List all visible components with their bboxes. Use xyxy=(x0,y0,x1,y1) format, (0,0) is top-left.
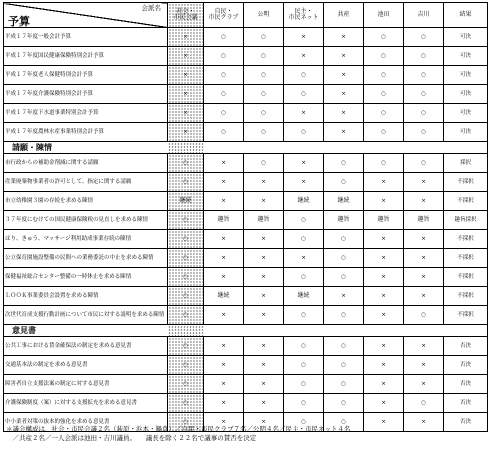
vote-mark: ○ xyxy=(284,66,324,85)
vote-mark: ○ xyxy=(244,28,284,47)
vote-mark: × xyxy=(204,306,244,325)
item-title: ３７年度にむけての国民健康保険税の見直しを求める陳情 xyxy=(4,211,168,230)
item-title: 介護保険制度（案）に対する支援拡充を求める意見書 xyxy=(4,394,168,413)
vote-mark: × xyxy=(404,375,444,394)
header-party-0 xyxy=(168,3,204,28)
header-party-6 xyxy=(404,3,444,28)
vote-mark: × xyxy=(284,47,324,66)
vote-mark: ○ xyxy=(324,173,364,192)
vote-mark: ○ xyxy=(204,66,244,85)
item-title: ＬＯＯＫ事業委員会設置を求める陳情 xyxy=(4,287,168,306)
vote-mark: × xyxy=(244,249,284,268)
vote-mark: × xyxy=(364,192,404,211)
header-row xyxy=(4,3,488,28)
result-cell: 可決 xyxy=(444,66,488,85)
table-row xyxy=(4,375,488,394)
section-spacer xyxy=(168,142,204,154)
vote-mark: ○ xyxy=(204,28,244,47)
vote-mark: × xyxy=(404,413,444,432)
vote-mark: ○ xyxy=(244,154,284,173)
vote-mark: × xyxy=(244,230,284,249)
vote-mark: ○ xyxy=(284,211,324,230)
vote-mark: ○ xyxy=(364,123,404,142)
vote-mark: × xyxy=(404,356,444,375)
section-spacer xyxy=(244,142,284,154)
header-party-3 xyxy=(284,3,324,28)
vote-mark: 継続 xyxy=(284,192,324,211)
vote-mark: × xyxy=(364,337,404,356)
vote-mark: × xyxy=(168,123,204,142)
table-row xyxy=(4,47,488,66)
item-title: 公共工事における賃金確保法の制定を求める意見書 xyxy=(4,337,168,356)
vote-mark: ○ xyxy=(364,28,404,47)
section-spacer xyxy=(204,142,244,154)
vote-mark: × xyxy=(204,375,244,394)
item-title: 市行政からの補助金削減に関する請願 xyxy=(4,154,168,173)
header-corner xyxy=(4,3,168,28)
vote-mark: × xyxy=(324,85,364,104)
vote-mark: × xyxy=(204,413,244,432)
vote-mark: × xyxy=(244,413,284,432)
vote-mark: 趣旨 xyxy=(204,211,244,230)
result-cell: 可決 xyxy=(444,85,488,104)
result-cell: 不採択 xyxy=(444,230,488,249)
table-row xyxy=(4,356,488,375)
vote-mark: × xyxy=(204,173,244,192)
vote-mark: ○ xyxy=(244,104,284,123)
vote-mark: × xyxy=(364,287,404,306)
section-spacer xyxy=(364,325,404,337)
result-cell: 趣旨採択 xyxy=(444,211,488,230)
vote-mark: ○ xyxy=(324,337,364,356)
table-row xyxy=(4,173,488,192)
vote-mark: × xyxy=(404,268,444,287)
table-row xyxy=(4,306,488,325)
vote-mark: × xyxy=(168,85,204,104)
vote-mark: 継続 xyxy=(204,287,244,306)
vote-mark: × xyxy=(244,337,284,356)
vote-mark: ○ xyxy=(204,123,244,142)
section-header xyxy=(4,142,488,154)
item-title: 交通基本法の制定を求める意見書 xyxy=(4,356,168,375)
result-cell: 否決 xyxy=(444,356,488,375)
table-row xyxy=(4,28,488,47)
vote-mark: ○ xyxy=(244,85,284,104)
item-title: 平成１７年度一般会計予算 xyxy=(4,28,168,47)
result-cell: 採択 xyxy=(444,154,488,173)
header-party-5 xyxy=(364,3,404,28)
vote-mark: ○ xyxy=(168,306,204,325)
vote-mark: × xyxy=(404,287,444,306)
section-spacer xyxy=(364,142,404,154)
vote-mark: × xyxy=(364,173,404,192)
vote-mark: × xyxy=(204,230,244,249)
vote-mark: ○ xyxy=(168,249,204,268)
footnote-line-1: ＊議会構成は、社会・市民会議２名（萩原・浜本・鍋倉）／自民・市民クラブ７名／公明４名／民主・市民ネット４名 xyxy=(6,425,351,433)
vote-mark: × xyxy=(404,230,444,249)
vote-mark: ○ xyxy=(168,211,204,230)
vote-mark: × xyxy=(244,173,284,192)
result-cell: 不採択 xyxy=(444,192,488,211)
vote-mark: × xyxy=(244,268,284,287)
party-label: 吉川 xyxy=(417,11,430,18)
result-cell: 否決 xyxy=(444,413,488,432)
table-row xyxy=(4,104,488,123)
vote-mark: ○ xyxy=(324,249,364,268)
vote-mark: ○ xyxy=(284,123,324,142)
vote-mark: × xyxy=(284,249,324,268)
vote-mark: × xyxy=(244,192,284,211)
section-spacer xyxy=(444,142,488,154)
vote-mark: 趣旨 xyxy=(404,211,444,230)
section-spacer xyxy=(324,325,364,337)
vote-mark: × xyxy=(284,173,324,192)
party-label: 民主・ 市民ネット xyxy=(288,8,319,21)
vote-mark: ○ xyxy=(168,287,204,306)
section-spacer xyxy=(404,325,444,337)
header-result xyxy=(444,3,488,28)
table-row xyxy=(4,249,488,268)
vote-mark: × xyxy=(364,230,404,249)
vote-mark: × xyxy=(204,337,244,356)
result-cell: 不採択 xyxy=(444,287,488,306)
table-row xyxy=(4,230,488,249)
vote-mark: ○ xyxy=(168,356,204,375)
item-title: はり、きゅう、マッサージ利用助成事業存続の陳情 xyxy=(4,230,168,249)
vote-mark: × xyxy=(324,287,364,306)
item-title: 中小業者対策の抜本的強化を求める意見書 xyxy=(4,413,168,432)
vote-mark: ○ xyxy=(168,337,204,356)
vote-mark: × xyxy=(204,154,244,173)
footnotes xyxy=(6,425,446,443)
vote-mark: × xyxy=(204,356,244,375)
result-cell: 可決 xyxy=(444,47,488,66)
table-row xyxy=(4,337,488,356)
result-cell: 可決 xyxy=(444,28,488,47)
vote-mark: 継続 xyxy=(284,287,324,306)
item-title: 障害者自立支援法案の制定に対する意見書 xyxy=(4,375,168,394)
table-row xyxy=(4,268,488,287)
section-title: 意見書 xyxy=(4,325,168,337)
vote-mark: ○ xyxy=(324,375,364,394)
vote-mark: × xyxy=(324,104,364,123)
vote-mark: ○ xyxy=(168,375,204,394)
table-row xyxy=(4,85,488,104)
vote-table xyxy=(3,2,488,432)
item-title: 平成１７年度介護保険特別会計予算 xyxy=(4,85,168,104)
result-cell: 否決 xyxy=(444,337,488,356)
vote-mark: × xyxy=(204,268,244,287)
vote-mark: ○ xyxy=(404,306,444,325)
item-title: 平成１７年度農林水産事業特別会計予算 xyxy=(4,123,168,142)
party-label: 公明 xyxy=(257,11,270,18)
result-cell: 否決 xyxy=(444,394,488,413)
vote-mark: × xyxy=(244,375,284,394)
vote-mark: × xyxy=(364,268,404,287)
header-party-label: 会派名 xyxy=(141,4,161,12)
vote-mark: × xyxy=(244,356,284,375)
vote-table-body xyxy=(4,28,488,432)
table-row xyxy=(4,394,488,413)
vote-mark: ○ xyxy=(284,375,324,394)
vote-mark: ○ xyxy=(168,230,204,249)
item-title: 市立幼稚園３園の存続を求める陳情 xyxy=(4,192,168,211)
vote-mark: ○ xyxy=(168,394,204,413)
party-label: 池田 xyxy=(377,11,390,18)
result-cell: 可決 xyxy=(444,104,488,123)
section-header xyxy=(4,325,488,337)
vote-mark: ○ xyxy=(168,268,204,287)
vote-mark: ○ xyxy=(244,123,284,142)
header-first-section: 予算 xyxy=(8,15,30,28)
vote-mark: ○ xyxy=(244,47,284,66)
section-spacer xyxy=(204,325,244,337)
vote-mark: × xyxy=(284,28,324,47)
vote-mark: × xyxy=(404,249,444,268)
header-party-4 xyxy=(324,3,364,28)
vote-mark: ○ xyxy=(204,85,244,104)
vote-mark: ○ xyxy=(284,337,324,356)
vote-mark: ○ xyxy=(404,154,444,173)
section-spacer xyxy=(168,325,204,337)
vote-mark: 継続 xyxy=(324,192,364,211)
section-title: 請願・陳情 xyxy=(4,142,168,154)
item-title: 産業廃棄物事業者の許可として、指定に関する請願 xyxy=(4,173,168,192)
vote-mark: × xyxy=(204,249,244,268)
vote-mark: ○ xyxy=(168,413,204,432)
vote-mark: ○ xyxy=(324,230,364,249)
party-label: 共産 xyxy=(337,11,350,18)
vote-mark: × xyxy=(204,192,244,211)
section-spacer xyxy=(244,325,284,337)
party-label: 社会・ 市民会議 xyxy=(173,8,198,21)
vote-mark: × xyxy=(204,394,244,413)
vote-mark: ○ xyxy=(404,104,444,123)
vote-mark: × xyxy=(364,394,404,413)
vote-mark: × xyxy=(364,249,404,268)
vote-mark: ○ xyxy=(284,306,324,325)
vote-mark: ○ xyxy=(204,104,244,123)
vote-mark: × xyxy=(168,66,204,85)
vote-mark: ○ xyxy=(404,47,444,66)
vote-mark: ○ xyxy=(168,173,204,192)
vote-mark: × xyxy=(404,337,444,356)
vote-mark: ○ xyxy=(404,66,444,85)
result-cell: 不採択 xyxy=(444,306,488,325)
result-cell: 不採択 xyxy=(444,249,488,268)
vote-mark: ○ xyxy=(204,47,244,66)
vote-mark: ○ xyxy=(364,104,404,123)
vote-mark: × xyxy=(284,104,324,123)
vote-mark: ○ xyxy=(284,230,324,249)
vote-mark: × xyxy=(168,47,204,66)
result-cell: 不採択 xyxy=(444,173,488,192)
vote-mark: × xyxy=(324,28,364,47)
vote-mark: × xyxy=(244,287,284,306)
vote-mark: × xyxy=(364,375,404,394)
vote-mark: × xyxy=(324,47,364,66)
party-label: 自民・ 市民クラブ xyxy=(208,8,239,21)
section-spacer xyxy=(404,142,444,154)
vote-mark: × xyxy=(364,306,404,325)
table-row xyxy=(4,123,488,142)
vote-mark: ○ xyxy=(284,413,324,432)
vote-mark: ○ xyxy=(324,394,364,413)
vote-mark: ○ xyxy=(168,154,204,173)
vote-mark: ○ xyxy=(324,154,364,173)
header-party-2 xyxy=(244,3,284,28)
item-title: 次世代育成支援行動計画について市民に対する説明を求める陳情 xyxy=(4,306,168,325)
header-party-1 xyxy=(204,3,244,28)
vote-mark: ○ xyxy=(364,85,404,104)
vote-mark: 趣旨 xyxy=(244,211,284,230)
vote-mark: × xyxy=(324,66,364,85)
table-row xyxy=(4,211,488,230)
vote-mark: × xyxy=(404,173,444,192)
vote-mark: 趣旨 xyxy=(364,211,404,230)
vote-mark: × xyxy=(364,356,404,375)
result-cell: 不採択 xyxy=(444,268,488,287)
vote-mark: ○ xyxy=(284,268,324,287)
vote-mark: 継続 xyxy=(168,192,204,211)
vote-mark: × xyxy=(168,104,204,123)
footnote-line-2: ／共産２名／一人会派は池田・吉川議員。 議長を除く２２名で議事の賛否を決定 xyxy=(6,434,257,442)
vote-mark: ○ xyxy=(364,47,404,66)
item-title: 平成１７年度老人保健特別会計予算 xyxy=(4,66,168,85)
vote-mark: × xyxy=(168,28,204,47)
vote-mark: ○ xyxy=(324,356,364,375)
vote-mark: ○ xyxy=(284,394,324,413)
vote-mark: × xyxy=(364,413,404,432)
vote-mark: ○ xyxy=(284,85,324,104)
section-spacer xyxy=(444,325,488,337)
item-title: 平成１７年度下水道事業特別会計予算 xyxy=(4,104,168,123)
vote-mark: ○ xyxy=(324,413,364,432)
table-row xyxy=(4,192,488,211)
vote-mark: × xyxy=(404,192,444,211)
vote-mark: ○ xyxy=(364,66,404,85)
vote-mark: 趣旨 xyxy=(324,211,364,230)
vote-mark: ○ xyxy=(324,268,364,287)
vote-mark: ○ xyxy=(284,356,324,375)
table-row xyxy=(4,287,488,306)
vote-mark: ○ xyxy=(404,85,444,104)
section-spacer xyxy=(324,142,364,154)
vote-mark: × xyxy=(244,306,284,325)
vote-mark: ○ xyxy=(244,66,284,85)
section-spacer xyxy=(284,142,324,154)
vote-mark: × xyxy=(284,154,324,173)
vote-mark: × xyxy=(324,123,364,142)
item-title: 保健福祉総合センター整備の一時休止を求める陳情 xyxy=(4,268,168,287)
table-row xyxy=(4,154,488,173)
vote-mark: × xyxy=(244,394,284,413)
result-cell: 可決 xyxy=(444,123,488,142)
result-label: 結果 xyxy=(459,11,472,18)
vote-mark: ○ xyxy=(364,154,404,173)
table-row xyxy=(4,66,488,85)
section-spacer xyxy=(284,325,324,337)
vote-mark: ○ xyxy=(404,394,444,413)
vote-mark: ○ xyxy=(404,123,444,142)
vote-mark: ○ xyxy=(324,306,364,325)
vote-mark: ○ xyxy=(404,28,444,47)
item-title: 公立保育園施設整備の民間への業務委託の中止を求める陳情 xyxy=(4,249,168,268)
item-title: 平成１７年度国民健康保険特別会計予算 xyxy=(4,47,168,66)
result-cell: 否決 xyxy=(444,375,488,394)
